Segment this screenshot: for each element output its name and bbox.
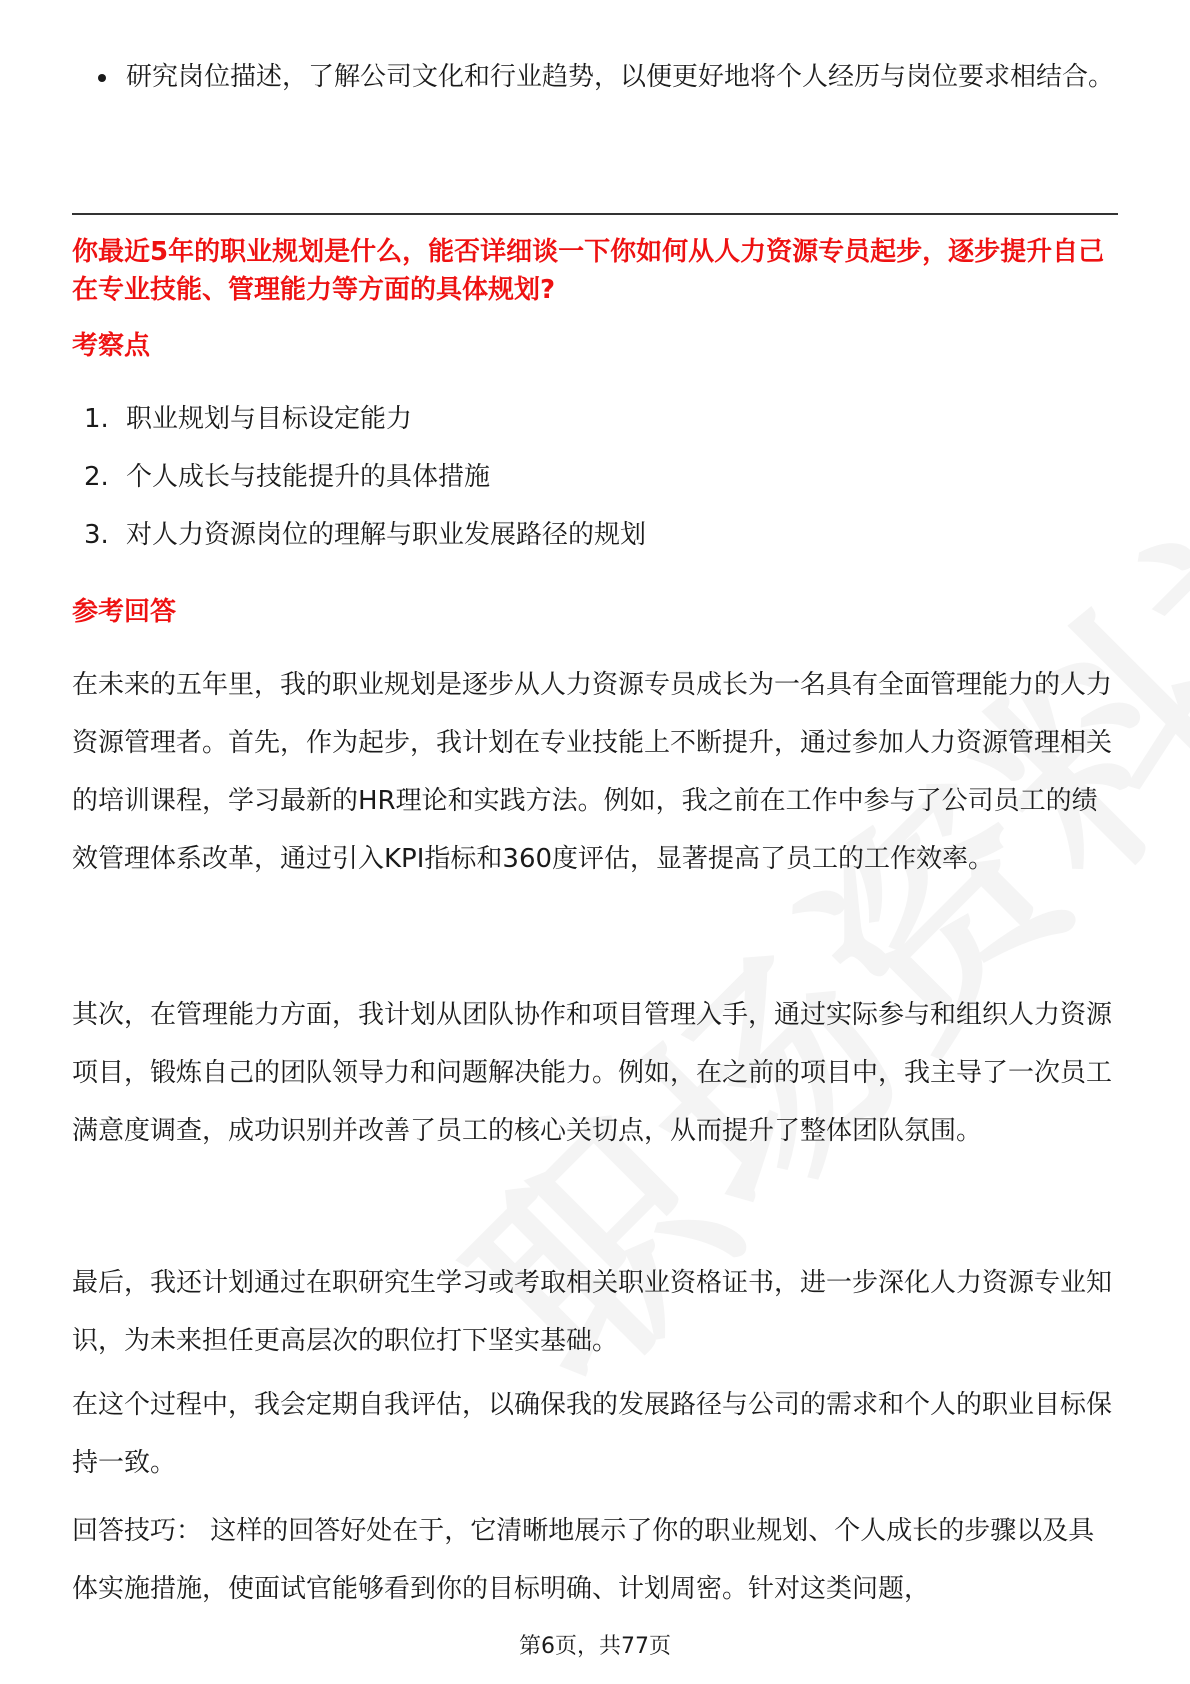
answer-paragraph: 其次，在管理能力方面，我计划从团队协作和项目管理入手，通过实际参与和组织人力资源项目，锻炼自己的团队领导力和问题解决能力。例如，在之前的项目中，我主导了一次员工满意度调查，成功识别并改善了员工的核心关切点，从而提升了整体团队氛围。 (72, 1000, 1113, 1146)
answer-paragraph: 在未来的五年里，我的职业规划是逐步从人力资源专员成长为一名具有全面管理能力的人力资源管理者。首先，作为起步，我计划在专业技能上不断提升，通过参加人力资源管理相关的培训课程，学习最新的HR理论和实践方法。例如，我之前在工作中参与了公司员工的绩效管理体系改革，通过引入KPI指标和360度评估，显著提高了员工的工作效率。 (72, 670, 1113, 874)
list-number: 1. (84, 404, 109, 434)
bullet-text: 研究岗位描述，了解公司文化和行业趋势，以便更好地将个人经历与岗位要求相结合。 (126, 62, 1115, 92)
section-divider (72, 213, 1118, 215)
answer-paragraph: 最后，我还计划通过在职研究生学习或考取相关职业资格证书，进一步深化人力资源专业知识，为未来担任更高层次的职位打下坚实基础。 (72, 1268, 1113, 1356)
list-item (72, 390, 1118, 448)
list-text: 对人力资源岗位的理解与职业发展路径的规划 (126, 520, 647, 550)
question-title: 你最近5年的职业规划是什么，能否详细谈一下你如何从人力资源专员起步，逐步提升自己在专业技能、管理能力等方面的具体规划? (72, 237, 1105, 305)
assessment-list (72, 390, 1118, 564)
answer-heading: 参考回答 (72, 597, 177, 627)
list-number: 2. (84, 462, 109, 492)
assessment-heading: 考察点 (72, 331, 151, 361)
tips-bullet-list (72, 48, 1118, 106)
list-number: 3. (84, 520, 109, 550)
list-item (72, 506, 1118, 564)
answer-paragraph: 在这个过程中，我会定期自我评估，以确保我的发展路径与公司的需求和个人的职业目标保持一致。 (72, 1390, 1113, 1478)
page-number: 第6页，共77页 (519, 1634, 671, 1659)
bullet-icon (98, 74, 106, 82)
list-item (72, 48, 1118, 106)
list-text: 个人成长与技能提升的具体措施 (126, 462, 491, 492)
list-item (72, 448, 1118, 506)
list-text: 职业规划与目标设定能力 (126, 404, 413, 434)
answer-tip-paragraph: 回答技巧： 这样的回答好处在于，它清晰地展示了你的职业规划、个人成长的步骤以及具体实施措施，使面试官能够看到你的目标明确、计划周密。针对这类问题， (72, 1516, 1095, 1604)
